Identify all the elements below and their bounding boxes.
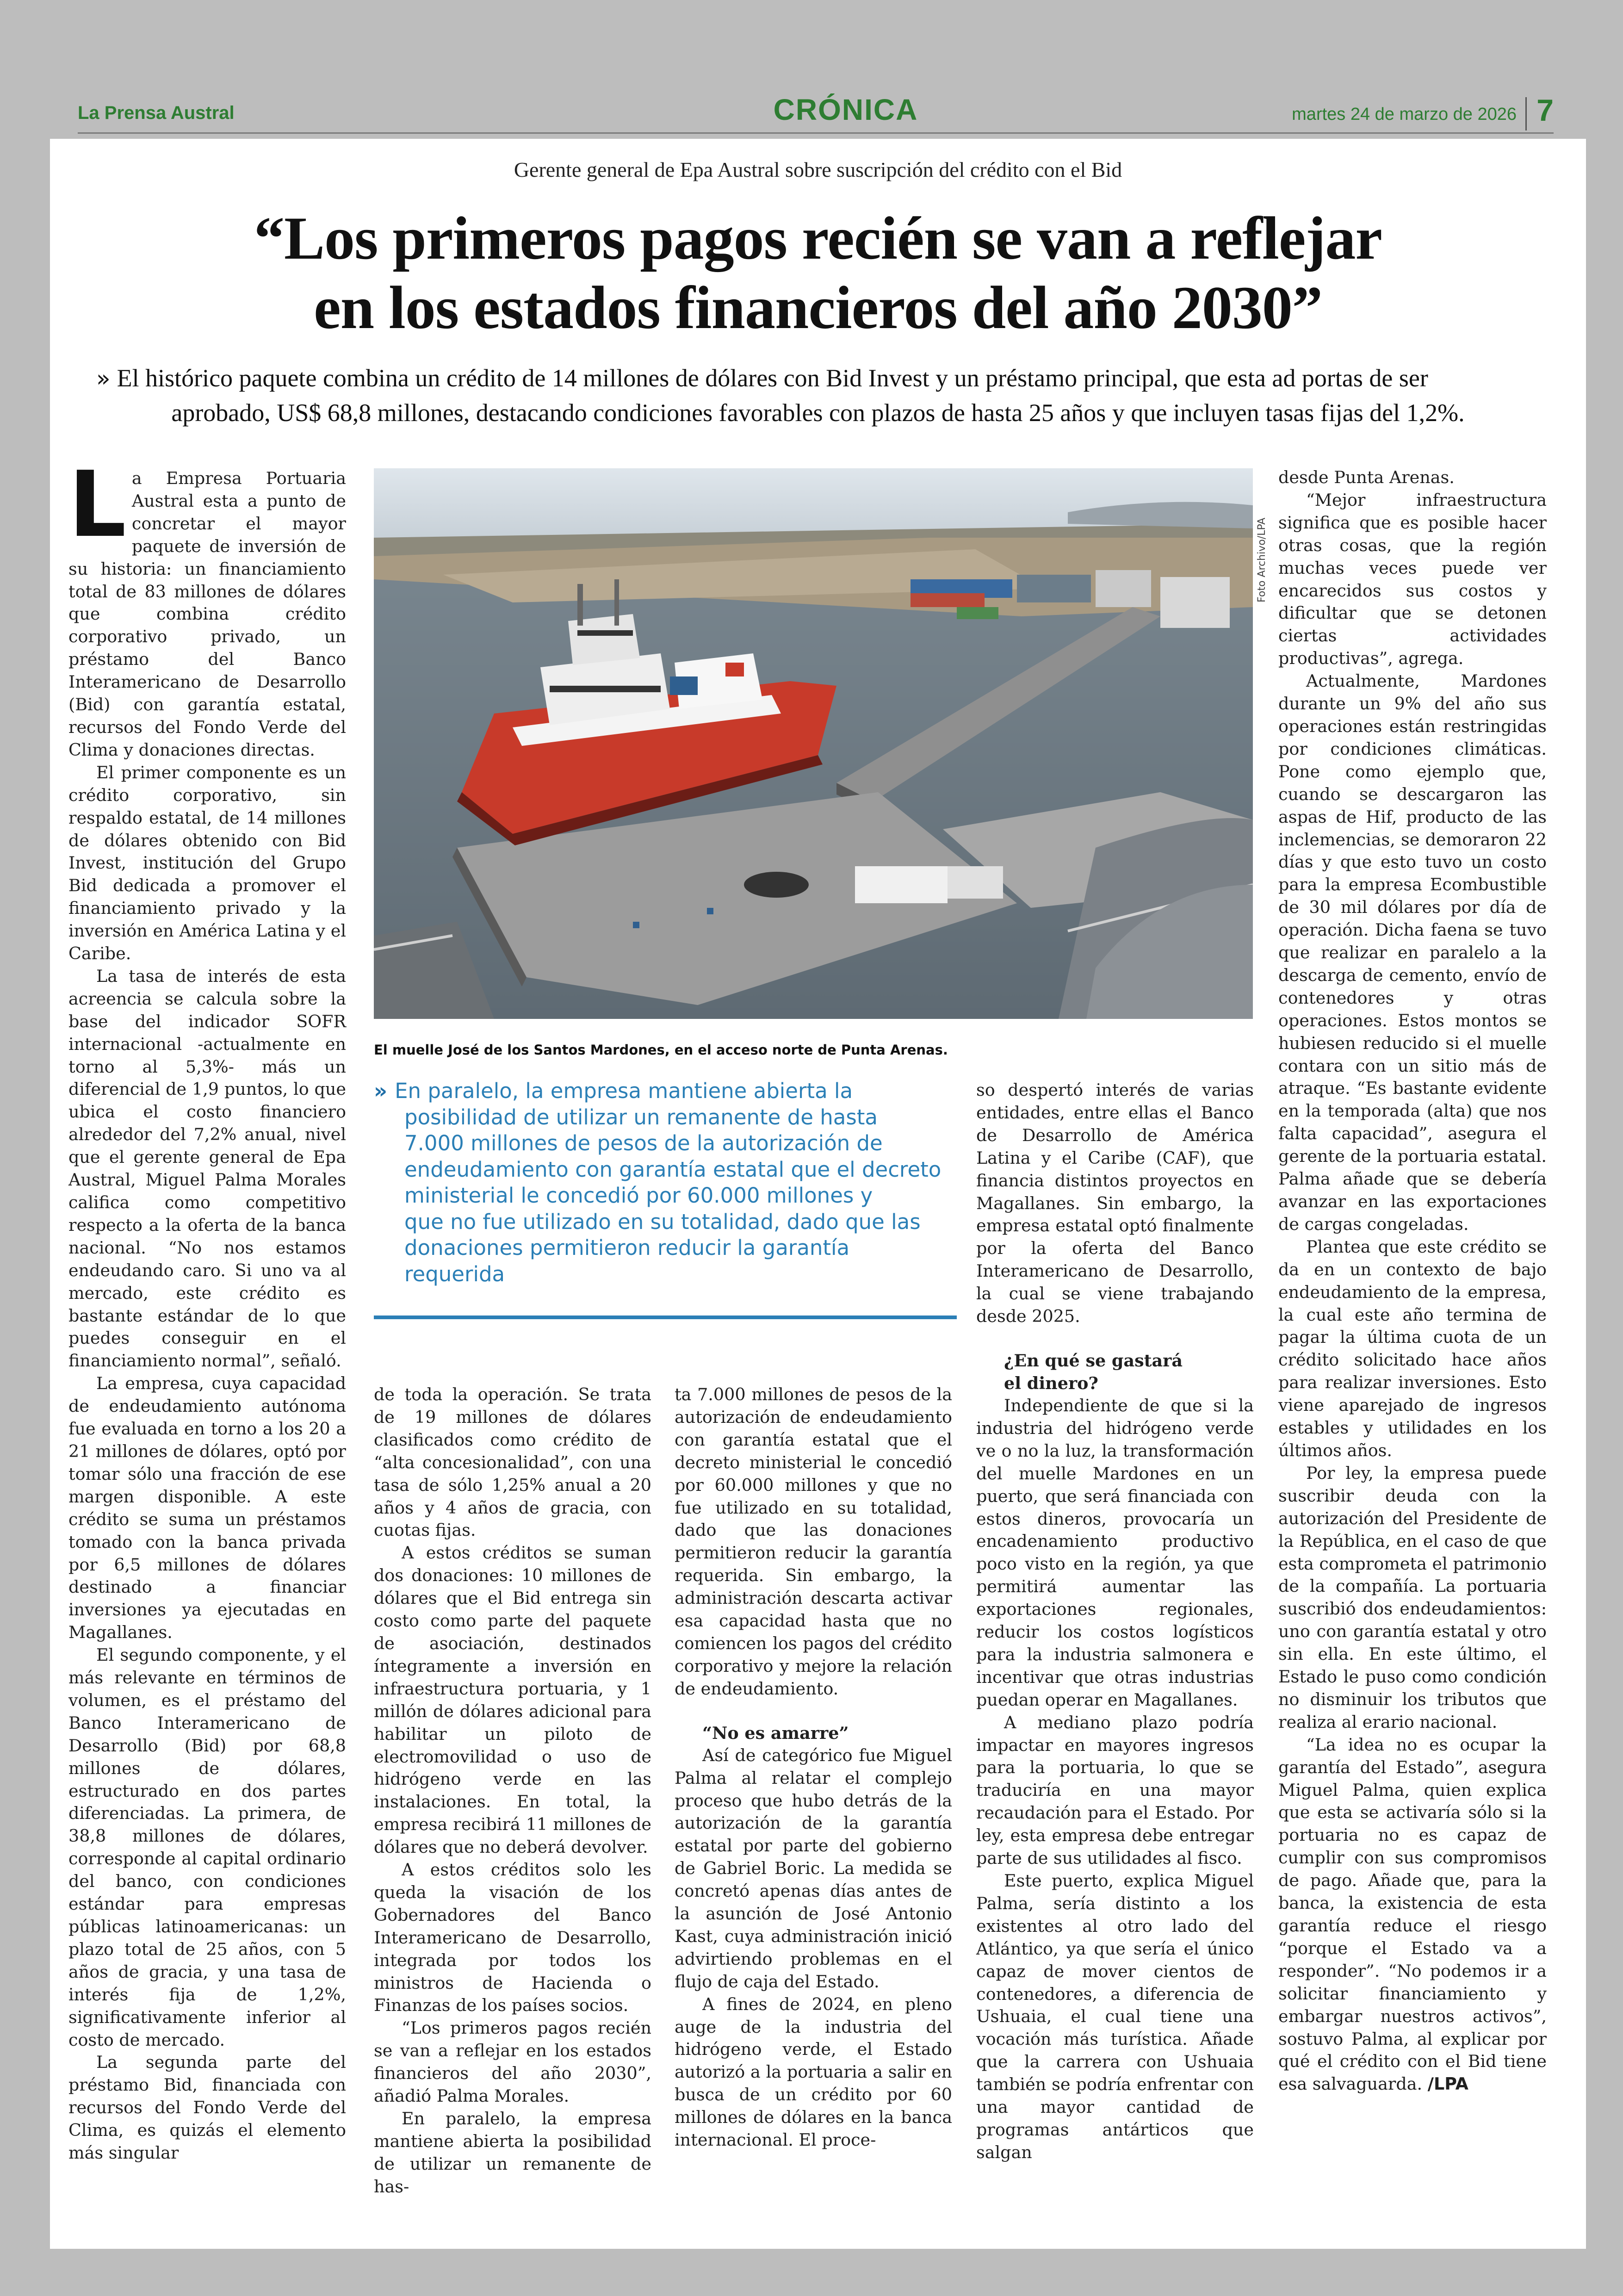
paragraph: “Mejor infraestructura significa que es posible hacer otras cosas, que la región muchas veces puede ver encarecidos sus costos y dificultar que se detonen ciertas actividades productivas”, agrega. (1278, 490, 1547, 669)
paragraph: desde Punta Arenas. (1278, 467, 1455, 487)
paragraph: ta 7.000 millones de pesos de la autorización de endeudamiento con garantía estatal que el decreto ministerial le concedió por 60.000 millones y que no fue utilizado en su totalidad, dado que las donaciones permitieron reducir la garantía requerida. Sin embargo, la administración descarta activar esa capacidad hasta que no comiencen los pagos del crédito corporativo y mejore la relación de endeudamiento. (675, 1384, 952, 1699)
pull-quote-line: ministerial le concedió por 60.000 millones y (404, 1183, 873, 1208)
page-number: 7 (1536, 93, 1554, 127)
paragraph: Plantea que este crédito se da en un contexto de bajo endeudamiento de la empresa, la cual este año termina de pagar la última cuota de un crédito solicitado hace años para realizar inversiones. Esto viene aparejado de ingresos estables y utilidades en los últimos años. (1278, 1236, 1547, 1460)
paragraph: “Los primeros pagos recién se van a reflejar en los estados financieros del año 2030”, añadió Palma Morales. (374, 2018, 651, 2106)
pull-quote-text: En paralelo, la empresa mantiene abierta la (395, 1079, 853, 1103)
paragraph: La tasa de interés de esta acreencia se calcula sobre la base del indicador SOFR internacional -actualmente en torno al 5,3%- más un diferencial de 1,9 puntos, lo que ubica el costo financiero alrededor del 7,2% anual, nivel que el gerente general de Epa Austral, Miguel Palma Morales califica como competitivo respecto a la oferta de la banca nacional. “No nos estamos endeudando caro. Si uno va al mercado, este crédito es bastante estándar de lo que puedes conseguir en el financiamiento normal”, señaló. (68, 966, 346, 1371)
paragraph: A fines de 2024, en pleno auge de la industria del hidrógeno verde, el Estado autorizó a la portuaria a salir en busca de un crédito por 60 millones de dólares en la banca internacional. El proce- (675, 1994, 952, 2150)
issue-date: martes 24 de marzo de 2026 (1292, 105, 1517, 124)
paragraph: El segundo componente, y el más relevante en términos de volumen, es el préstamo del Banco Interamericano de Desarrollo (Bid) por 68,8 millones de dólares, estructurado en dos partes diferenciadas. La primera, de 38,8 millones de dólares, corresponde al capital ordinario del banco, con condiciones estándar para empresas públicas latinoamericanas: un plazo total de 25 años, con 5 años de gracia, y una tasa de interés fija de 1,2%, significativamente inferior al costo de mercado. (68, 1645, 346, 2050)
standfirst-line (96, 361, 1540, 396)
pull-quote-line: 7.000 millones de pesos de la autorización de (404, 1131, 883, 1155)
paragraph: A estos créditos solo les queda la visación de los Gobernadores del Banco Interamericano de Desarrollo, integrada por todos los ministros de Hacienda o Finanzas de los países socios. (374, 1860, 651, 2016)
paragraph: La segunda parte del préstamo Bid, financiada con recursos del Fondo Verde del Clima, es quizás el elemento más singular (68, 2052, 346, 2163)
article-column-3 (675, 1384, 952, 2152)
header-separator (1525, 97, 1527, 130)
pull-quote-line: que no fue utilizado en su totalidad, dado que las (404, 1209, 921, 1234)
header-rule (78, 132, 1554, 134)
subheading: “No es amarre” (702, 1723, 849, 1743)
signature: /LPA (1427, 2074, 1468, 2094)
paragraph (68, 452, 346, 762)
publication-name: La Prensa Austral (78, 103, 235, 123)
running-header (78, 88, 1554, 134)
article-column-1 (68, 452, 346, 2165)
article-photo (374, 468, 1253, 1019)
pier-photo-illustration (374, 468, 1253, 1019)
pull-quote (374, 1078, 952, 1287)
paragraph: A estos créditos se suman dos donaciones: 10 millones de dólares que el Bid entrega sin costo como parte del paquete de asociación, destinados íntegramente a inversión en infraestructura portuaria, y 1 millón de dólares adicional para habilitar un piloto de electromovilidad o uso de hidrógeno verde en las instalaciones. En total, la empresa recibirá 11 millones de dólares que no deberá devolver. (374, 1543, 651, 1857)
kicker: Gerente general de Epa Austral sobre suscripción del crédito con el Bid (514, 158, 1122, 181)
paragraph: Actualmente, Mardones durante un 9% del año sus operaciones están restringidas por condiciones climáticas. Pone como ejemplo que, cuando se descargaron las aspas de Hif, producto de las inclemencias, se demoraron 22 días y que esto tuvo un costo para la empresa Ecombustible de 30 mil dólares por día de operación. Dicha faena se tuvo que realizar en paralelo a la descarga de cemento, envío de contenedores y otras operaciones. Estos montos se hubiesen reducido si el muelle contara con un sitio más de atraque. “Es bastante evidente en la temporada (alta) que nos falta capacidad”, asegura el gerente de la portuaria estatal. Palma añade que se debería avanzar en las exportaciones de cargas congeladas. (1278, 671, 1547, 1234)
article-column-5 (1278, 466, 1547, 2096)
paragraph: de toda la operación. Se trata de 19 millones de dólares clasificados como crédito de “alta concesionalidad”, con una tasa de sólo 1,25% anual a 20 años y 4 años de gracia, con cuotas fijas. (374, 1384, 651, 1540)
photo-caption: El muelle José de los Santos Mardones, en el acceso norte de Punta Arenas. (374, 1042, 948, 1058)
standfirst-line: aprobado, US$ 68,8 millones, destacando condiciones favorables con plazos de hasta 25 años y que incluyen tasas fijas del 1,2%. (171, 399, 1465, 427)
article-column-2 (374, 1384, 651, 2198)
paragraph (1278, 1734, 1547, 2096)
paragraph-text: a Empresa Portuaria Austral esta a punto de concretar el mayor paquete de inversión de su historia: un financiamiento total de 83 millones de dólares que combina crédito corporativo privado, un préstamo del Banco Interamericano de Desarrollo (Bid) con garantía estatal, recursos del Fondo Verde del Clima y donaciones directas. (68, 468, 346, 760)
paragraph: Por ley, la empresa puede suscribir deuda con la autorización del Presidente de la República, en el caso de que esta comprometa el patrimonio de la compañía. La portuaria suscribió dos endeudamientos: uno con garantía estatal y otro sin ella. En este último, el Estado le puso como condición no disminuir los tributos que realiza al erario nacional. (1278, 1463, 1547, 1732)
pull-quote-line: donaciones permitieron reducir la garantía requerida (404, 1235, 850, 1286)
subheading: ¿En qué se gastará (1004, 1350, 1183, 1371)
subheading: el dinero? (1004, 1373, 1098, 1393)
paragraph: Independiente de que si la industria del hidrógeno verde ve o no la luz, la transformación del muelle Mardones en un puerto, que será financiada con estos dineros, provocaría un encadenamiento productivo poco visto en la región, ya que permitirá aumentar las exportaciones regionales, reducir los costos logísticos para la industria salmonera e incentivar que otras industrias puedan operar en Magallanes. (976, 1395, 1254, 1710)
standfirst-text: El histórico paquete combina un crédito de 14 millones de dólares con Bid Invest y un préstamo principal, que esta ad portas de ser (117, 364, 1428, 392)
pull-quote-line: endeudamiento con garantía estatal que el decreto (404, 1157, 942, 1182)
chevron-right-icon: » (96, 365, 111, 392)
drop-cap: L (68, 452, 126, 558)
pull-quote-line: posibilidad de utilizar un remanente de hasta (404, 1105, 878, 1129)
chevron-right-icon: » (374, 1079, 388, 1103)
headline-line: “Los primeros pagos recién se van a reflejar (254, 204, 1382, 272)
standfirst (96, 361, 1540, 430)
pull-quote-line (374, 1078, 952, 1105)
article-page (50, 139, 1586, 2249)
paragraph: so despertó interés de varias entidades, entre ellas el Banco de Desarrollo de América Latina y el Caribe (CAF), que financia distintos proyectos en Magallanes. Sin embargo, la empresa estatal optó finalmente por la oferta del Banco Interamericano de Desarrollo, la cual se viene trabajando desde 2025. (976, 1080, 1254, 1327)
headline-line: en los estados financieros del año 2030” (314, 273, 1322, 341)
paragraph: A mediano plazo podría impactar en mayores ingresos para la portuaria, lo que se traduciría en una mayor recaudación para el Estado. Por ley, esta empresa debe entregar parte de sus utilidades al fisco. (976, 1712, 1254, 1868)
paragraph-text: “La idea no es ocupar la garantía del Estado”, asegura Miguel Palma, quien explica que esta se activaría sólo si la portuaria no es capaz de cumplir con sus compromisos de pago. Añade que, para la banca, la existencia de esta garantía reduce el riesgo “porque el Estado va a responder”. “No podemos ir a solicitar financiamiento y embargar nuestros activos”, sostuvo Palma, al explicar por qué el crédito con el Bid tiene esa salvaguarda. (1278, 1734, 1547, 2094)
section-name: CRÓNICA (773, 93, 918, 126)
paragraph: En paralelo, la empresa mantiene abierta la posibilidad de utilizar un remanente de has- (374, 2109, 651, 2197)
paragraph: Este puerto, explica Miguel Palma, sería distinto a los existentes al otro lado del Atlántico, ya que sería el único capaz de mover cientos de contenedores, a diferencia de Ushuaia, el cual tiene una vocación más turística. Añade que la carrera con Ushuaia también se podría enfrentar con una mayor cantidad de programas antárticos que salgan (976, 1871, 1254, 2162)
paragraph: El primer componente es un crédito corporativo, sin respaldo estatal, de 14 millones de dólares obtenido con Bid Invest, institución del Grupo Bid dedicada a promover el financiamiento privado y la inversión en América Latina y el Caribe. (68, 762, 346, 964)
paragraph: Así de categórico fue Miguel Palma al relatar el complejo proceso que hubo detrás de la autorización de la garantía estatal por parte del gobierno de Gabriel Boric. La medida se concretó apenas días antes de la asunción de José Antonio Kast, cuya administración inició advirtiendo problemas en el flujo de caja del Estado. (675, 1745, 952, 1992)
pull-quote-rule (374, 1316, 957, 1319)
paragraph: La empresa, cuya capacidad de endeudamiento autónoma fue evaluada en torno a los 20 a 21 millones de dólares, optó por tomar sólo una fracción de ese margen disponible. A este crédito se suma un préstamos tomado con la banca privada por 6,5 millones de dólares destinado a financiar inversiones ya ejecutadas en Magallanes. (68, 1373, 346, 1643)
photo-credit: Foto Archivo/LPA (1256, 517, 1268, 602)
headline (105, 204, 1530, 342)
article-column-4 (976, 1079, 1254, 2164)
